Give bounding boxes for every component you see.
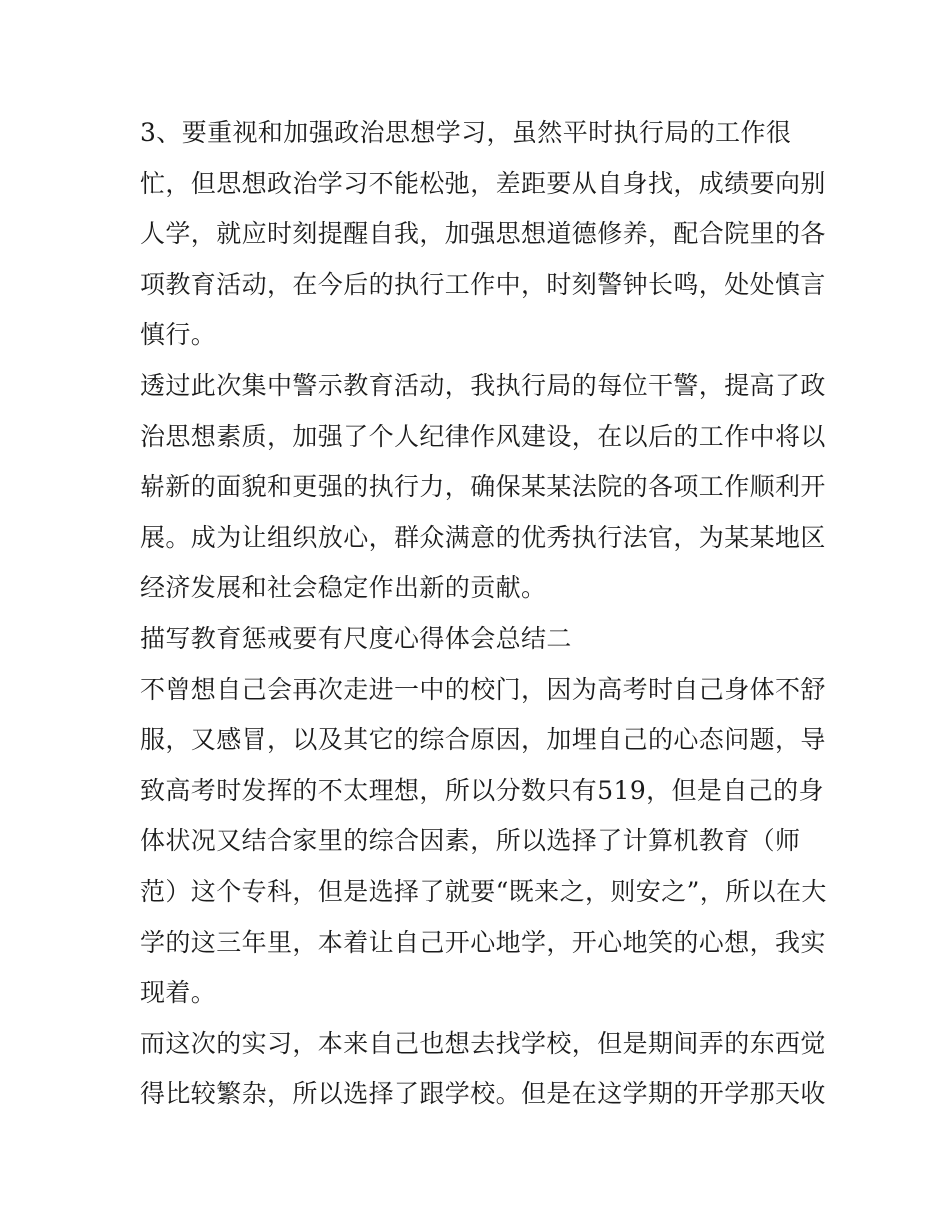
text-line: 透过此次集中警示教育活动，我执行局的每位干警，提高了政 [140,370,826,400]
text-line: 忙，但思想政治学习不能松弛，差距要从自身找，成绩要向别 [140,168,826,198]
text-line: 3、要重视和加强政治思想学习，虽然平时执行局的工作很 [140,118,792,147]
text-line: 项教育活动，在今后的执行工作中，时刻警钟长鸣，处处慎言 [140,269,826,299]
text-line: 人学，就应时刻提醒自我，加强思想道德修养，配合院里的各 [140,219,826,249]
text-line: 崭新的面貌和更强的执行力，确保某某法院的各项工作顺利开 [140,472,826,502]
text-line: 学的这三年里，本着让自己开心地学，开心地笑的心想，我实 [140,927,826,957]
text-line: 得比较繁杂，所以选择了跟学校。但是在这学期的开学那天收 [140,1079,826,1109]
text-line: 服，又感冒，以及其它的综合原因，加埋自己的心态问题，导 [140,725,826,755]
text-line: 治思想素质，加强了个人纪律作风建设，在以后的工作中将以 [140,421,826,451]
text-line: 现着。 [140,978,217,1008]
text-line: 范）这个专科，但是选择了就要“既来之，则安之”，所以在大 [140,876,827,906]
text-line: 经济发展和社会稳定作出新的贡献。 [140,573,547,603]
text-line: 体状况又结合家里的综合因素，所以选择了计算机教育（师 [140,826,801,856]
text-line: 慎行。 [140,320,217,350]
text-line: 而这次的实习，本来自己也想去找学校，但是期间弄的东西觉 [140,1028,826,1058]
document-body [140,108,827,1120]
text-line: 不曾想自己会再次走进一中的校门，因为高考时自己身体不舒 [140,674,826,704]
text-line: 致高考时发挥的不太理想，所以分数只有519，但是自己的身 [140,775,824,805]
section-heading: 描写教育惩戒要有尺度心得体会总结二 [140,623,572,653]
text-line: 展。成为让组织放心，群众满意的优秀执行法官，为某某地区 [140,522,826,552]
